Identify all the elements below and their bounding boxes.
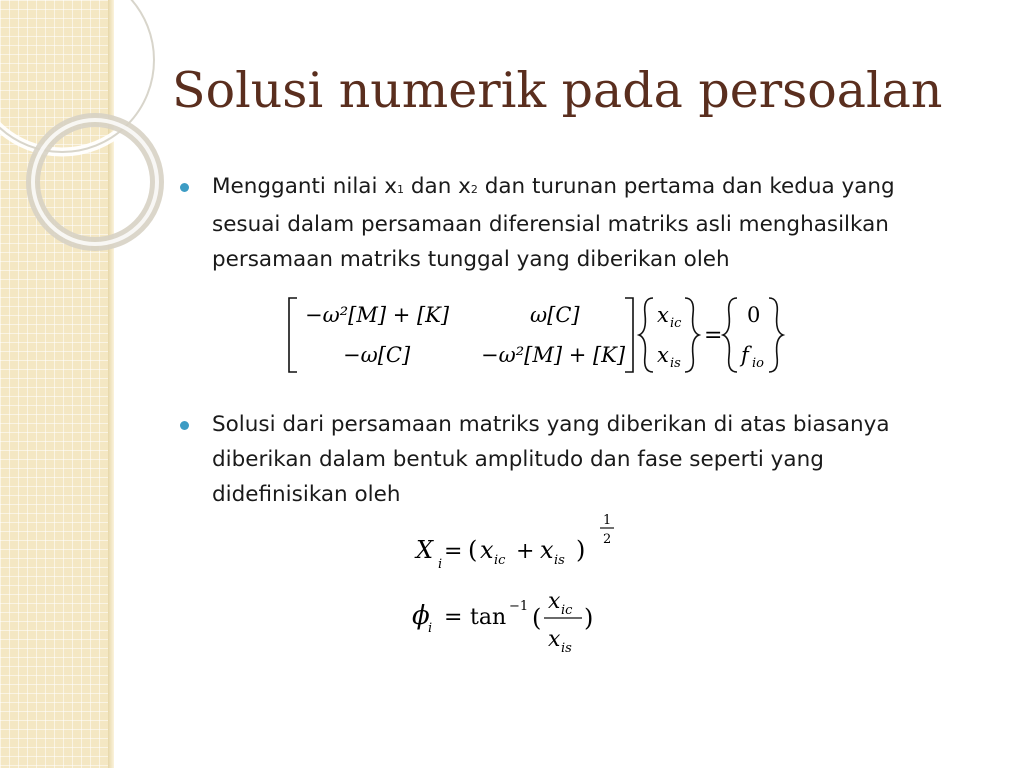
matrix-left-bracket bbox=[289, 298, 297, 372]
matrix-r2c1: −ω[C] bbox=[343, 343, 411, 367]
rhs-f-sub: io bbox=[752, 356, 764, 371]
bullet-1-segment-1: Mengganti nilai x bbox=[212, 174, 398, 199]
phase-lhs-sub: i bbox=[428, 621, 433, 636]
amplitude-term-a: x bbox=[480, 536, 494, 564]
rhs-zero: 0 bbox=[747, 303, 761, 327]
bullet-marker-1 bbox=[180, 183, 189, 192]
phase-equals: = bbox=[444, 605, 463, 630]
matrix-r2c2: −ω²[M] + [K] bbox=[481, 343, 626, 367]
matrix-r1c2: ω[C] bbox=[530, 303, 580, 327]
phase-lhs: ϕ bbox=[412, 601, 430, 631]
bullet-1-segment-3: dan turunan pertama dan kedua yang sesuai dalam persamaan diferensial matriks asli menghasilkan persamaan matriks tunggal yang diberikan oleh bbox=[212, 174, 895, 272]
amplitude-exponent-numerator: 1 bbox=[603, 513, 612, 528]
matrix-equals: = bbox=[704, 323, 723, 348]
bullet-marker-2 bbox=[180, 421, 189, 430]
phase-function-exponent: −1 bbox=[509, 599, 529, 614]
rhs-f: f bbox=[741, 343, 749, 367]
matrix-r1c1: −ω²[M] + [K] bbox=[305, 303, 450, 327]
decorative-rings bbox=[0, 0, 200, 270]
amplitude-equation bbox=[410, 510, 640, 574]
amplitude-term-a-sub: ic bbox=[494, 553, 506, 568]
vector-x1: x bbox=[657, 303, 669, 327]
matrix-equation bbox=[285, 294, 805, 378]
bullet-1-subscript-2: 2 bbox=[470, 183, 478, 196]
bullet-text-1 bbox=[212, 169, 942, 277]
decorative-ring-small-highlight bbox=[33, 120, 157, 244]
phase-numerator-sub: ic bbox=[561, 603, 573, 618]
amplitude-equals: = bbox=[444, 539, 463, 564]
amplitude-plus: + bbox=[516, 539, 535, 564]
vector-right-brace bbox=[685, 298, 699, 372]
vector-x2: x bbox=[657, 343, 669, 367]
slide-title: Solusi numerik pada persoalan bbox=[172, 62, 943, 119]
bullet-text-2: Solusi dari persamaan matriks yang diberikan di atas biasanya diberikan dalam bentuk amplitudo dan fase seperti yang didefinisikan oleh bbox=[212, 412, 890, 507]
rhs-right-brace bbox=[769, 298, 783, 372]
amplitude-term-b-sub: is bbox=[554, 553, 565, 568]
amplitude-open-paren: ( bbox=[468, 536, 478, 564]
phase-function: tan bbox=[470, 605, 507, 630]
phase-close-paren: ) bbox=[584, 604, 594, 632]
rhs-left-brace bbox=[723, 298, 737, 372]
amplitude-term-b: x bbox=[540, 536, 554, 564]
vector-left-brace bbox=[639, 298, 653, 372]
phase-equation bbox=[410, 582, 640, 664]
vector-x1-sub: ic bbox=[670, 316, 682, 331]
matrix-right-bracket bbox=[625, 298, 633, 372]
phase-open-paren: ( bbox=[532, 604, 542, 632]
amplitude-lhs-sub: i bbox=[438, 557, 443, 572]
amplitude-lhs: X bbox=[416, 536, 434, 564]
phase-denominator-sub: is bbox=[561, 641, 572, 656]
phase-denominator: x bbox=[548, 627, 561, 652]
bullet-1-segment-2: dan x bbox=[404, 174, 471, 199]
amplitude-exponent-denominator: 2 bbox=[603, 532, 612, 547]
bullet-1-subscript-1: 1 bbox=[397, 183, 405, 196]
vector-x2-sub: is bbox=[670, 356, 681, 371]
phase-numerator: x bbox=[548, 589, 561, 614]
amplitude-close-paren: ) bbox=[576, 536, 586, 564]
